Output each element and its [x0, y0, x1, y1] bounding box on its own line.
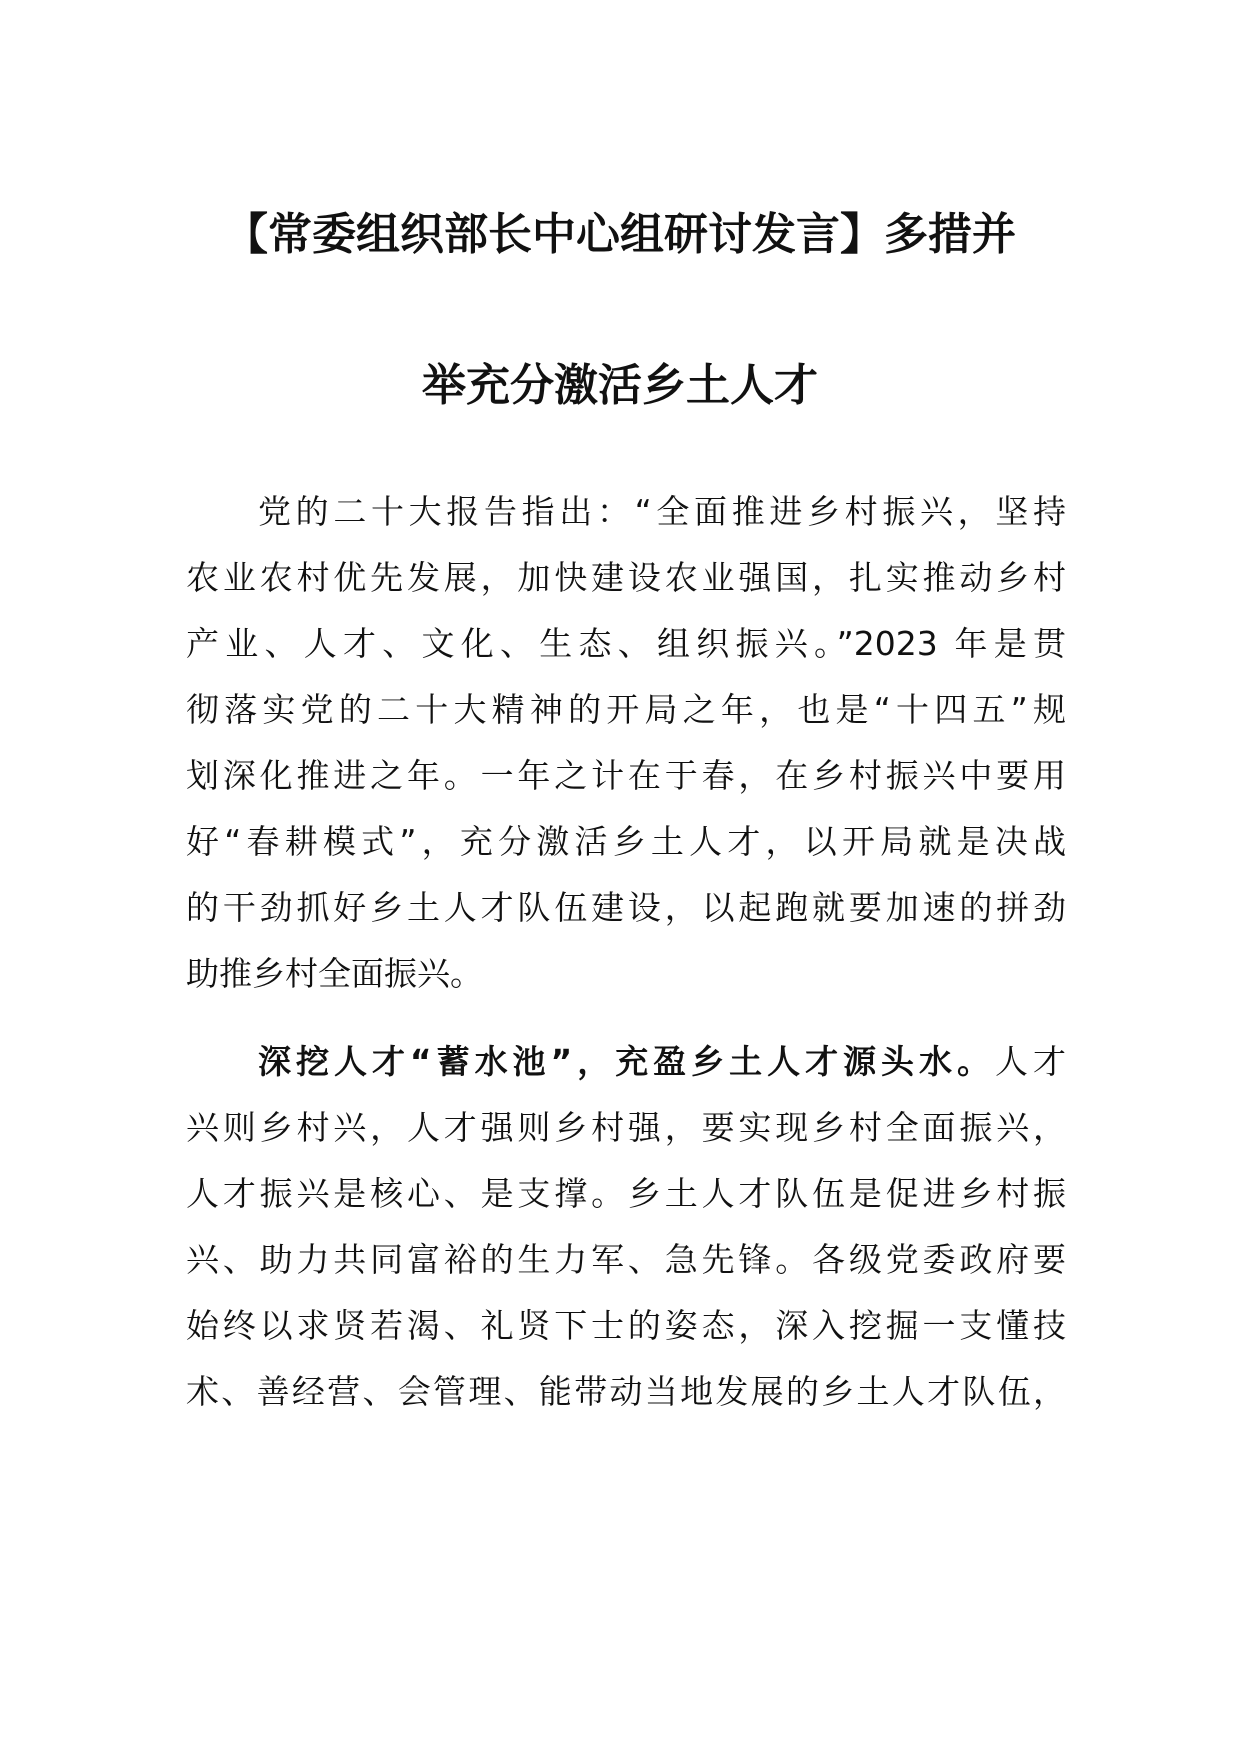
paragraph-1-line-4: 彻落实党的二十大精神的开局之年，也是“十四五”规	[186, 690, 1066, 729]
paragraph-1-line-6: 好“春耕模式”，充分激活乡土人才，以开局就是决战	[186, 822, 1066, 861]
paragraph-1-line-8: 助推乡村全面振兴。	[186, 954, 483, 993]
paragraph-2-line-6: 术、善经营、会管理、能带动当地发展的乡土人才队伍，	[186, 1372, 1066, 1411]
paragraph-1-line-5: 划深化推进之年。一年之计在于春，在乡村振兴中要用	[186, 756, 1066, 795]
paragraph-2-line-2: 兴则乡村兴，人才强则乡村强，要实现乡村全面振兴，	[186, 1108, 1066, 1147]
paragraph-1-line-3: 产业、人才、文化、生态、组织振兴。”2023 年是贯	[186, 624, 1066, 663]
paragraph-2-line-1	[258, 1040, 1066, 1084]
document-title-line-2: 举充分激活乡土人才	[422, 360, 818, 411]
paragraph-2-line-4: 兴、助力共同富裕的生力军、急先锋。各级党委政府要	[186, 1240, 1066, 1279]
paragraph-2-line-3: 人才振兴是核心、是支撑。乡土人才队伍是促进乡村振	[186, 1174, 1066, 1213]
paragraph-2-heading: 深挖人才“蓄水池”，充盈乡土人才源头水。	[258, 1042, 996, 1081]
paragraph-2-heading-rest: 人才	[995, 1042, 1066, 1081]
paragraph-1-line-1: 党的二十大报告指出：“全面推进乡村振兴，坚持	[258, 492, 1066, 531]
paragraph-1-line-7: 的干劲抓好乡土人才队伍建设，以起跑就要加速的拼劲	[186, 888, 1066, 927]
document-title-line-1: 【常委组织部长中心组研讨发言】多措并	[224, 209, 1016, 260]
paragraph-1-line-2: 农业农村优先发展，加快建设农业强国，扎实推动乡村	[186, 558, 1066, 597]
paragraph-2-line-5: 始终以求贤若渴、礼贤下士的姿态，深入挖掘一支懂技	[186, 1306, 1066, 1345]
